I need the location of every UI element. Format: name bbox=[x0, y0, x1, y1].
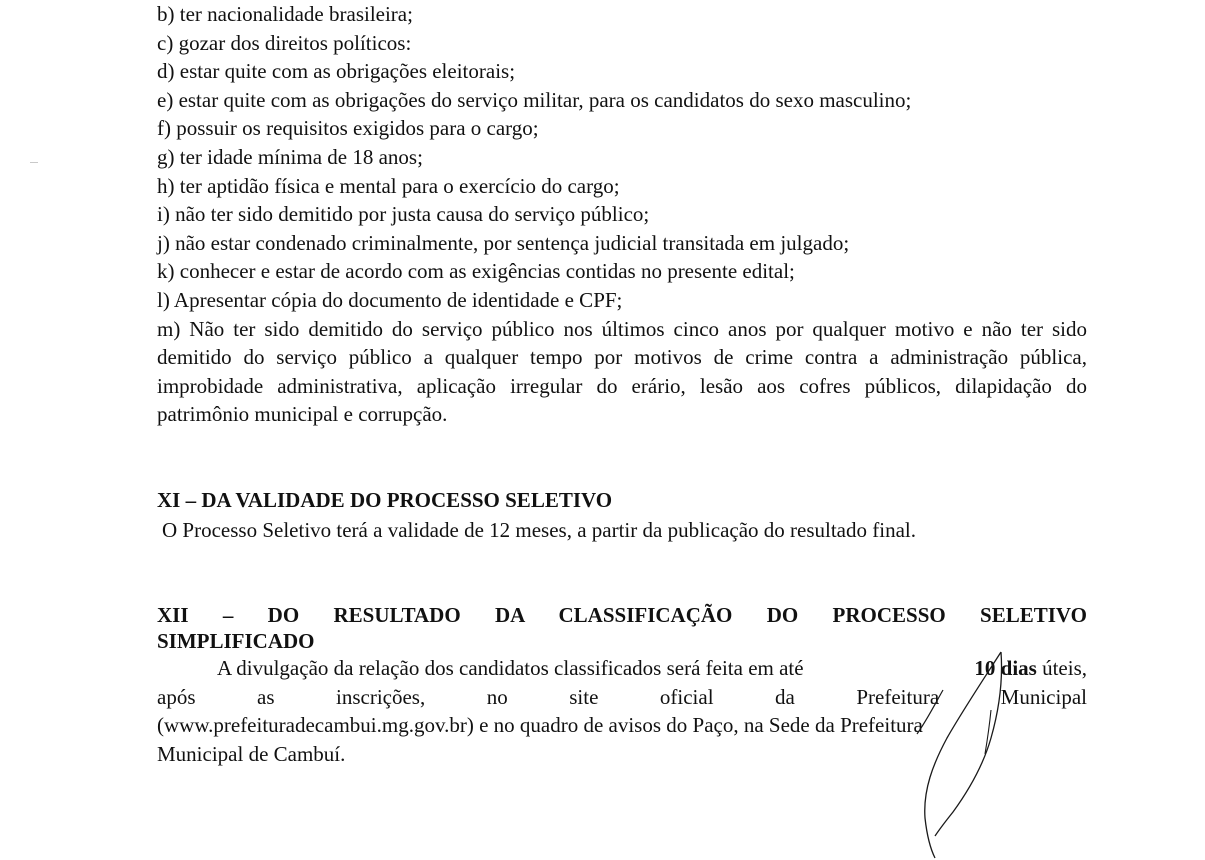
list-item: k) conhecer e estar de acordo com as exigências contidas no presente edital; bbox=[157, 259, 795, 284]
list-item: m) Não ter sido demitido do serviço público nos últimos cinco anos por qualquer motivo e não ter sido demitido do serviço público a qualquer tempo por motivos de crime contra a administração pública, improbidade administrativa, aplicação irregular do erário, lesão aos cofres públicos, dilapidação do patrimônio municipal e corrupção. bbox=[157, 316, 1087, 427]
result-line-1-main bbox=[157, 654, 804, 683]
result-word: após bbox=[157, 684, 196, 709]
result-word: da bbox=[775, 684, 795, 709]
section-heading-xi: XI – DA VALIDADE DO PROCESSO SELETIVO bbox=[157, 488, 613, 512]
margin-mark bbox=[30, 162, 38, 163]
result-text-part1: A divulgação da relação dos candidatos classificados será feita em até bbox=[217, 656, 804, 680]
list-item: j) não estar condenado criminalmente, por sentença judicial transitada em julgado; bbox=[157, 230, 850, 255]
result-word: site bbox=[569, 684, 599, 709]
section-body-xii bbox=[157, 654, 1087, 768]
list-item: h) ter aptidão física e mental para o exercício do cargo; bbox=[157, 173, 620, 198]
section-heading-xii bbox=[157, 602, 1087, 654]
result-text-part2: úteis, bbox=[1042, 656, 1087, 680]
list-item: l) Apresentar cópia do documento de identidade e CPF; bbox=[157, 287, 623, 312]
result-line-1 bbox=[157, 654, 1087, 683]
section-heading-xii-line1: XII – DO RESULTADO DA CLASSIFICAÇÃO DO PROCESSO SELETIVO bbox=[157, 603, 1087, 627]
result-word: Prefeitura bbox=[856, 684, 940, 709]
result-line-4: Municipal de Cambuí. bbox=[157, 741, 346, 766]
result-line-2 bbox=[157, 683, 1087, 712]
requirements-list bbox=[157, 0, 1087, 429]
result-word: Municipal bbox=[1000, 684, 1087, 709]
list-item: e) estar quite com as obrigações do serviço militar, para os candidatos do sexo masculino; bbox=[157, 87, 912, 112]
result-line-3: (www.prefeituradecambui.mg.gov.br) e no quadro de avisos do Paço, na Sede da Prefeitura bbox=[157, 713, 923, 737]
result-deadline: 10 dias bbox=[974, 656, 1037, 680]
list-item: d) estar quite com as obrigações eleitorais; bbox=[157, 59, 516, 84]
list-item: i) não ter sido demitido por justa causa do serviço público; bbox=[157, 202, 650, 227]
list-item: b) ter nacionalidade brasileira; bbox=[157, 2, 413, 26]
list-item: c) gozar dos direitos políticos: bbox=[157, 30, 412, 55]
result-line-1-end bbox=[974, 654, 1087, 683]
result-word: as bbox=[257, 684, 275, 709]
result-word: inscrições, bbox=[336, 684, 426, 709]
list-item: f) possuir os requisitos exigidos para o cargo; bbox=[157, 116, 539, 141]
list-item: g) ter idade mínima de 18 anos; bbox=[157, 144, 423, 169]
section-body-xi: O Processo Seletivo terá a validade de 12 meses, a partir da publicação do resultado final. bbox=[162, 518, 916, 542]
result-word: oficial bbox=[659, 684, 714, 709]
section-heading-xii-line2: SIMPLIFICADO bbox=[157, 629, 315, 653]
result-word: no bbox=[486, 684, 508, 709]
